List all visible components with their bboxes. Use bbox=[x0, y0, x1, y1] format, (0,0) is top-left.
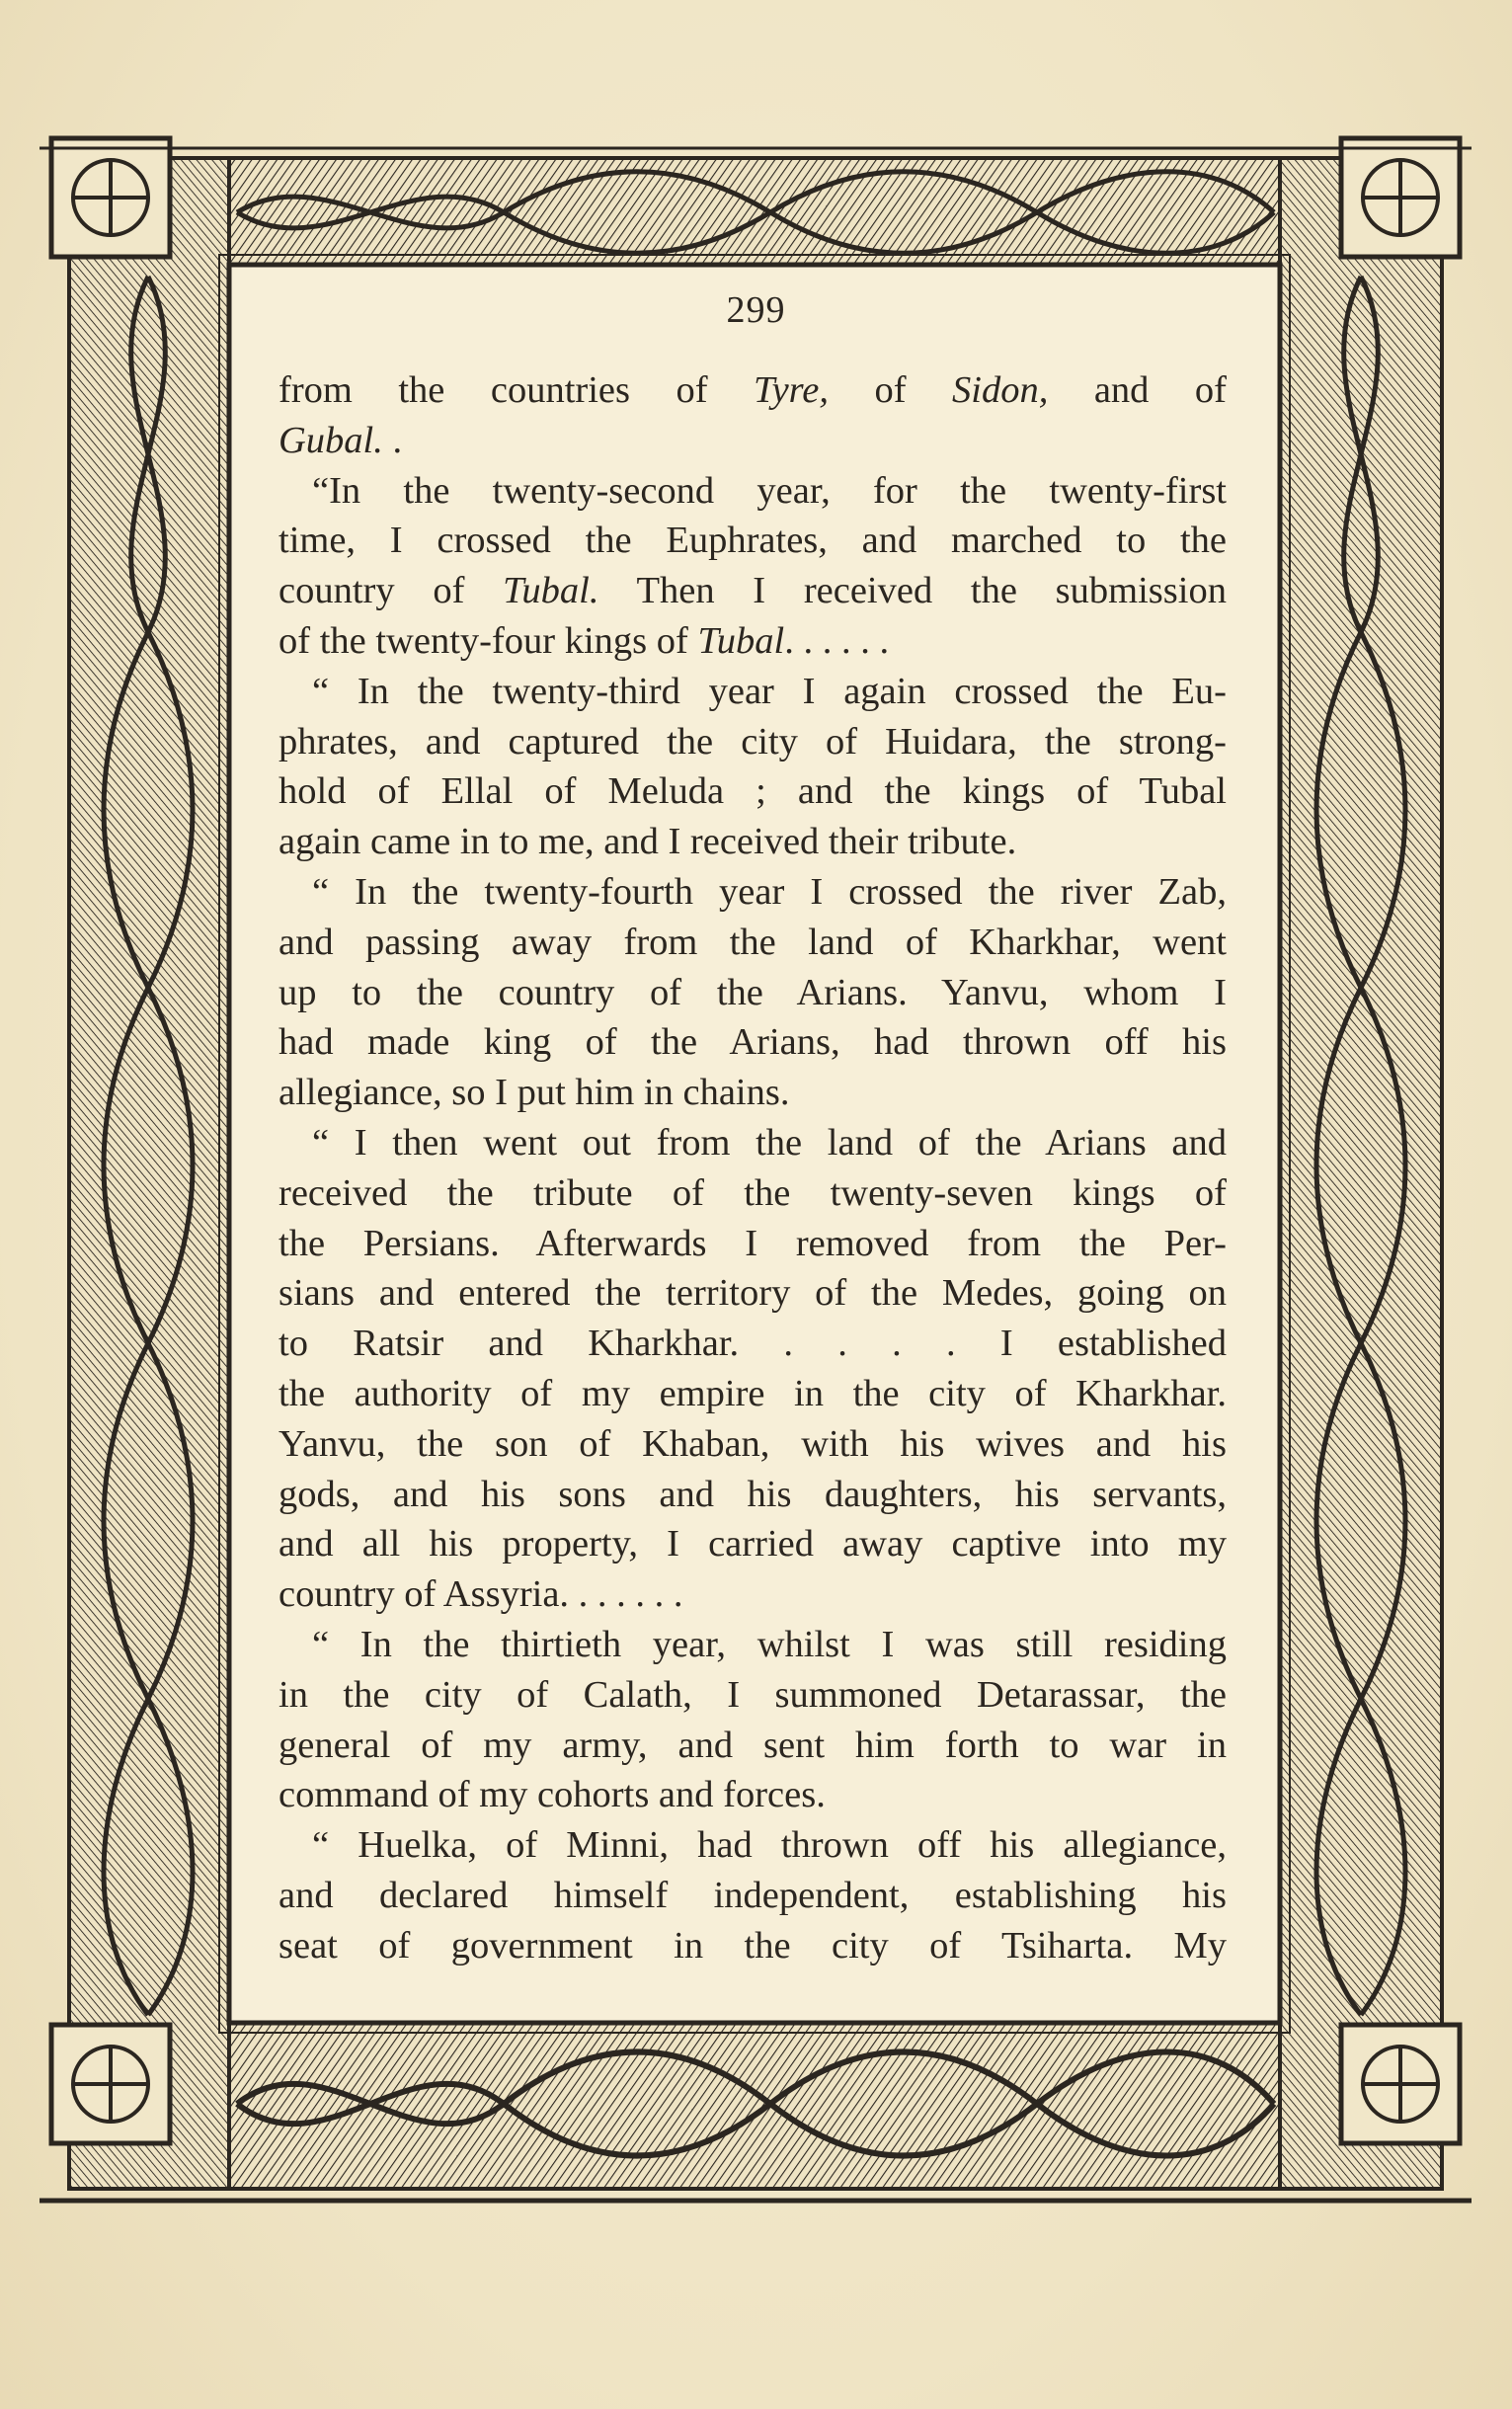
text-run: and declared himself independent, establishing his bbox=[279, 1874, 1227, 1916]
text-run: up to the country of the Arians. Yanvu, whom I bbox=[279, 971, 1227, 1013]
text-run: general of my army, and sent him forth to war in bbox=[279, 1724, 1227, 1766]
text-run: in the city of Calath, I summoned Detarassar, the bbox=[279, 1673, 1227, 1716]
text-run: . bbox=[382, 419, 403, 461]
text-line bbox=[279, 1569, 1227, 1620]
text-run: of bbox=[828, 369, 953, 411]
text-run: of the twenty-four kings of bbox=[279, 619, 698, 662]
text-line bbox=[279, 1219, 1227, 1269]
text-run: country of Assyria. . . . . . . bbox=[279, 1573, 683, 1616]
text-run: from the countries of bbox=[279, 369, 755, 411]
text-run: time, I crossed the Euphrates, and marched to the bbox=[279, 520, 1227, 562]
text-line bbox=[279, 867, 1227, 918]
text-run: seat of government in the city of Tsiharta. My bbox=[279, 1924, 1227, 1967]
text-line bbox=[279, 1470, 1227, 1520]
italic-text: Gubal. bbox=[279, 419, 383, 461]
text-line bbox=[279, 1670, 1227, 1721]
text-line bbox=[279, 1519, 1227, 1569]
text-line bbox=[279, 1168, 1227, 1219]
text-line bbox=[279, 1770, 1227, 1820]
text-line bbox=[279, 918, 1227, 968]
text-run: gods, and his sons and his daughters, his servants, bbox=[279, 1473, 1227, 1515]
text-line bbox=[279, 968, 1227, 1018]
text-line bbox=[279, 416, 1227, 466]
text-run: “In the twenty-second year, for the twenty-first bbox=[312, 469, 1227, 512]
text-run: command of my cohorts and forces. bbox=[279, 1774, 826, 1816]
text-run: . . . . . . bbox=[784, 619, 890, 662]
text-line bbox=[279, 1620, 1227, 1670]
text-line bbox=[279, 566, 1227, 616]
text-line bbox=[279, 1820, 1227, 1871]
text-line bbox=[279, 1419, 1227, 1470]
text-line bbox=[279, 1721, 1227, 1771]
text-run: “ I then went out from the land of the Arians and bbox=[312, 1121, 1227, 1164]
text-run: phrates, and captured the city of Huidara, the strong- bbox=[279, 720, 1227, 763]
text-run: sians and entered the territory of the Medes, going on bbox=[279, 1272, 1227, 1315]
text-run: “ In the thirtieth year, whilst I was still residing bbox=[312, 1623, 1227, 1665]
italic-text: Tubal bbox=[697, 619, 785, 662]
text-line bbox=[279, 1921, 1227, 1971]
body-text bbox=[279, 365, 1227, 1971]
text-line bbox=[279, 667, 1227, 717]
text-run: and of bbox=[1048, 369, 1227, 411]
text-run: Then I received the submission bbox=[598, 570, 1227, 612]
italic-text: Tyre, bbox=[754, 369, 829, 411]
text-run: “ In the twenty-fourth year I crossed the river Zab, bbox=[312, 870, 1227, 913]
text-line bbox=[279, 1118, 1227, 1168]
text-run: again came in to me, and I received their tribute. bbox=[279, 821, 1017, 863]
page-number: 299 bbox=[726, 289, 786, 331]
text-run: “ Huelka, of Minni, had thrown off his allegiance, bbox=[312, 1824, 1227, 1867]
italic-text: Tubal. bbox=[503, 570, 599, 612]
text-run: allegiance, so I put him in chains. bbox=[279, 1072, 790, 1114]
text-line bbox=[279, 1068, 1227, 1118]
text-run: had made king of the Arians, had thrown off his bbox=[279, 1021, 1227, 1064]
text-line bbox=[279, 766, 1227, 817]
text-line bbox=[279, 516, 1227, 566]
text-run: country of bbox=[279, 570, 504, 612]
text-line bbox=[279, 1319, 1227, 1369]
italic-text: Sidon, bbox=[952, 369, 1049, 411]
text-run: the Persians. Afterwards I removed from the Per- bbox=[279, 1222, 1227, 1264]
text-run: “ In the twenty-third year I again crossed the Eu- bbox=[312, 670, 1227, 712]
text-run: the authority of my empire in the city of Kharkhar. bbox=[279, 1372, 1227, 1414]
text-run: and passing away from the land of Kharkhar, went bbox=[279, 921, 1227, 963]
text-line bbox=[279, 717, 1227, 767]
text-line bbox=[279, 1369, 1227, 1419]
text-run: Yanvu, the son of Khaban, with his wives and his bbox=[279, 1422, 1227, 1465]
text-line bbox=[279, 365, 1227, 416]
text-line bbox=[279, 1268, 1227, 1319]
text-line bbox=[279, 616, 1227, 667]
text-run: to Ratsir and Kharkhar. . . . . I established bbox=[279, 1323, 1227, 1365]
text-run: hold of Ellal of Meluda ; and the kings of Tubal bbox=[279, 770, 1227, 813]
text-line bbox=[279, 1017, 1227, 1068]
text-run: and all his property, I carried away captive into my bbox=[279, 1523, 1227, 1566]
text-line bbox=[279, 1871, 1227, 1921]
text-line bbox=[279, 817, 1227, 867]
text-run: received the tribute of the twenty-seven kings of bbox=[279, 1171, 1227, 1214]
text-line bbox=[279, 466, 1227, 517]
